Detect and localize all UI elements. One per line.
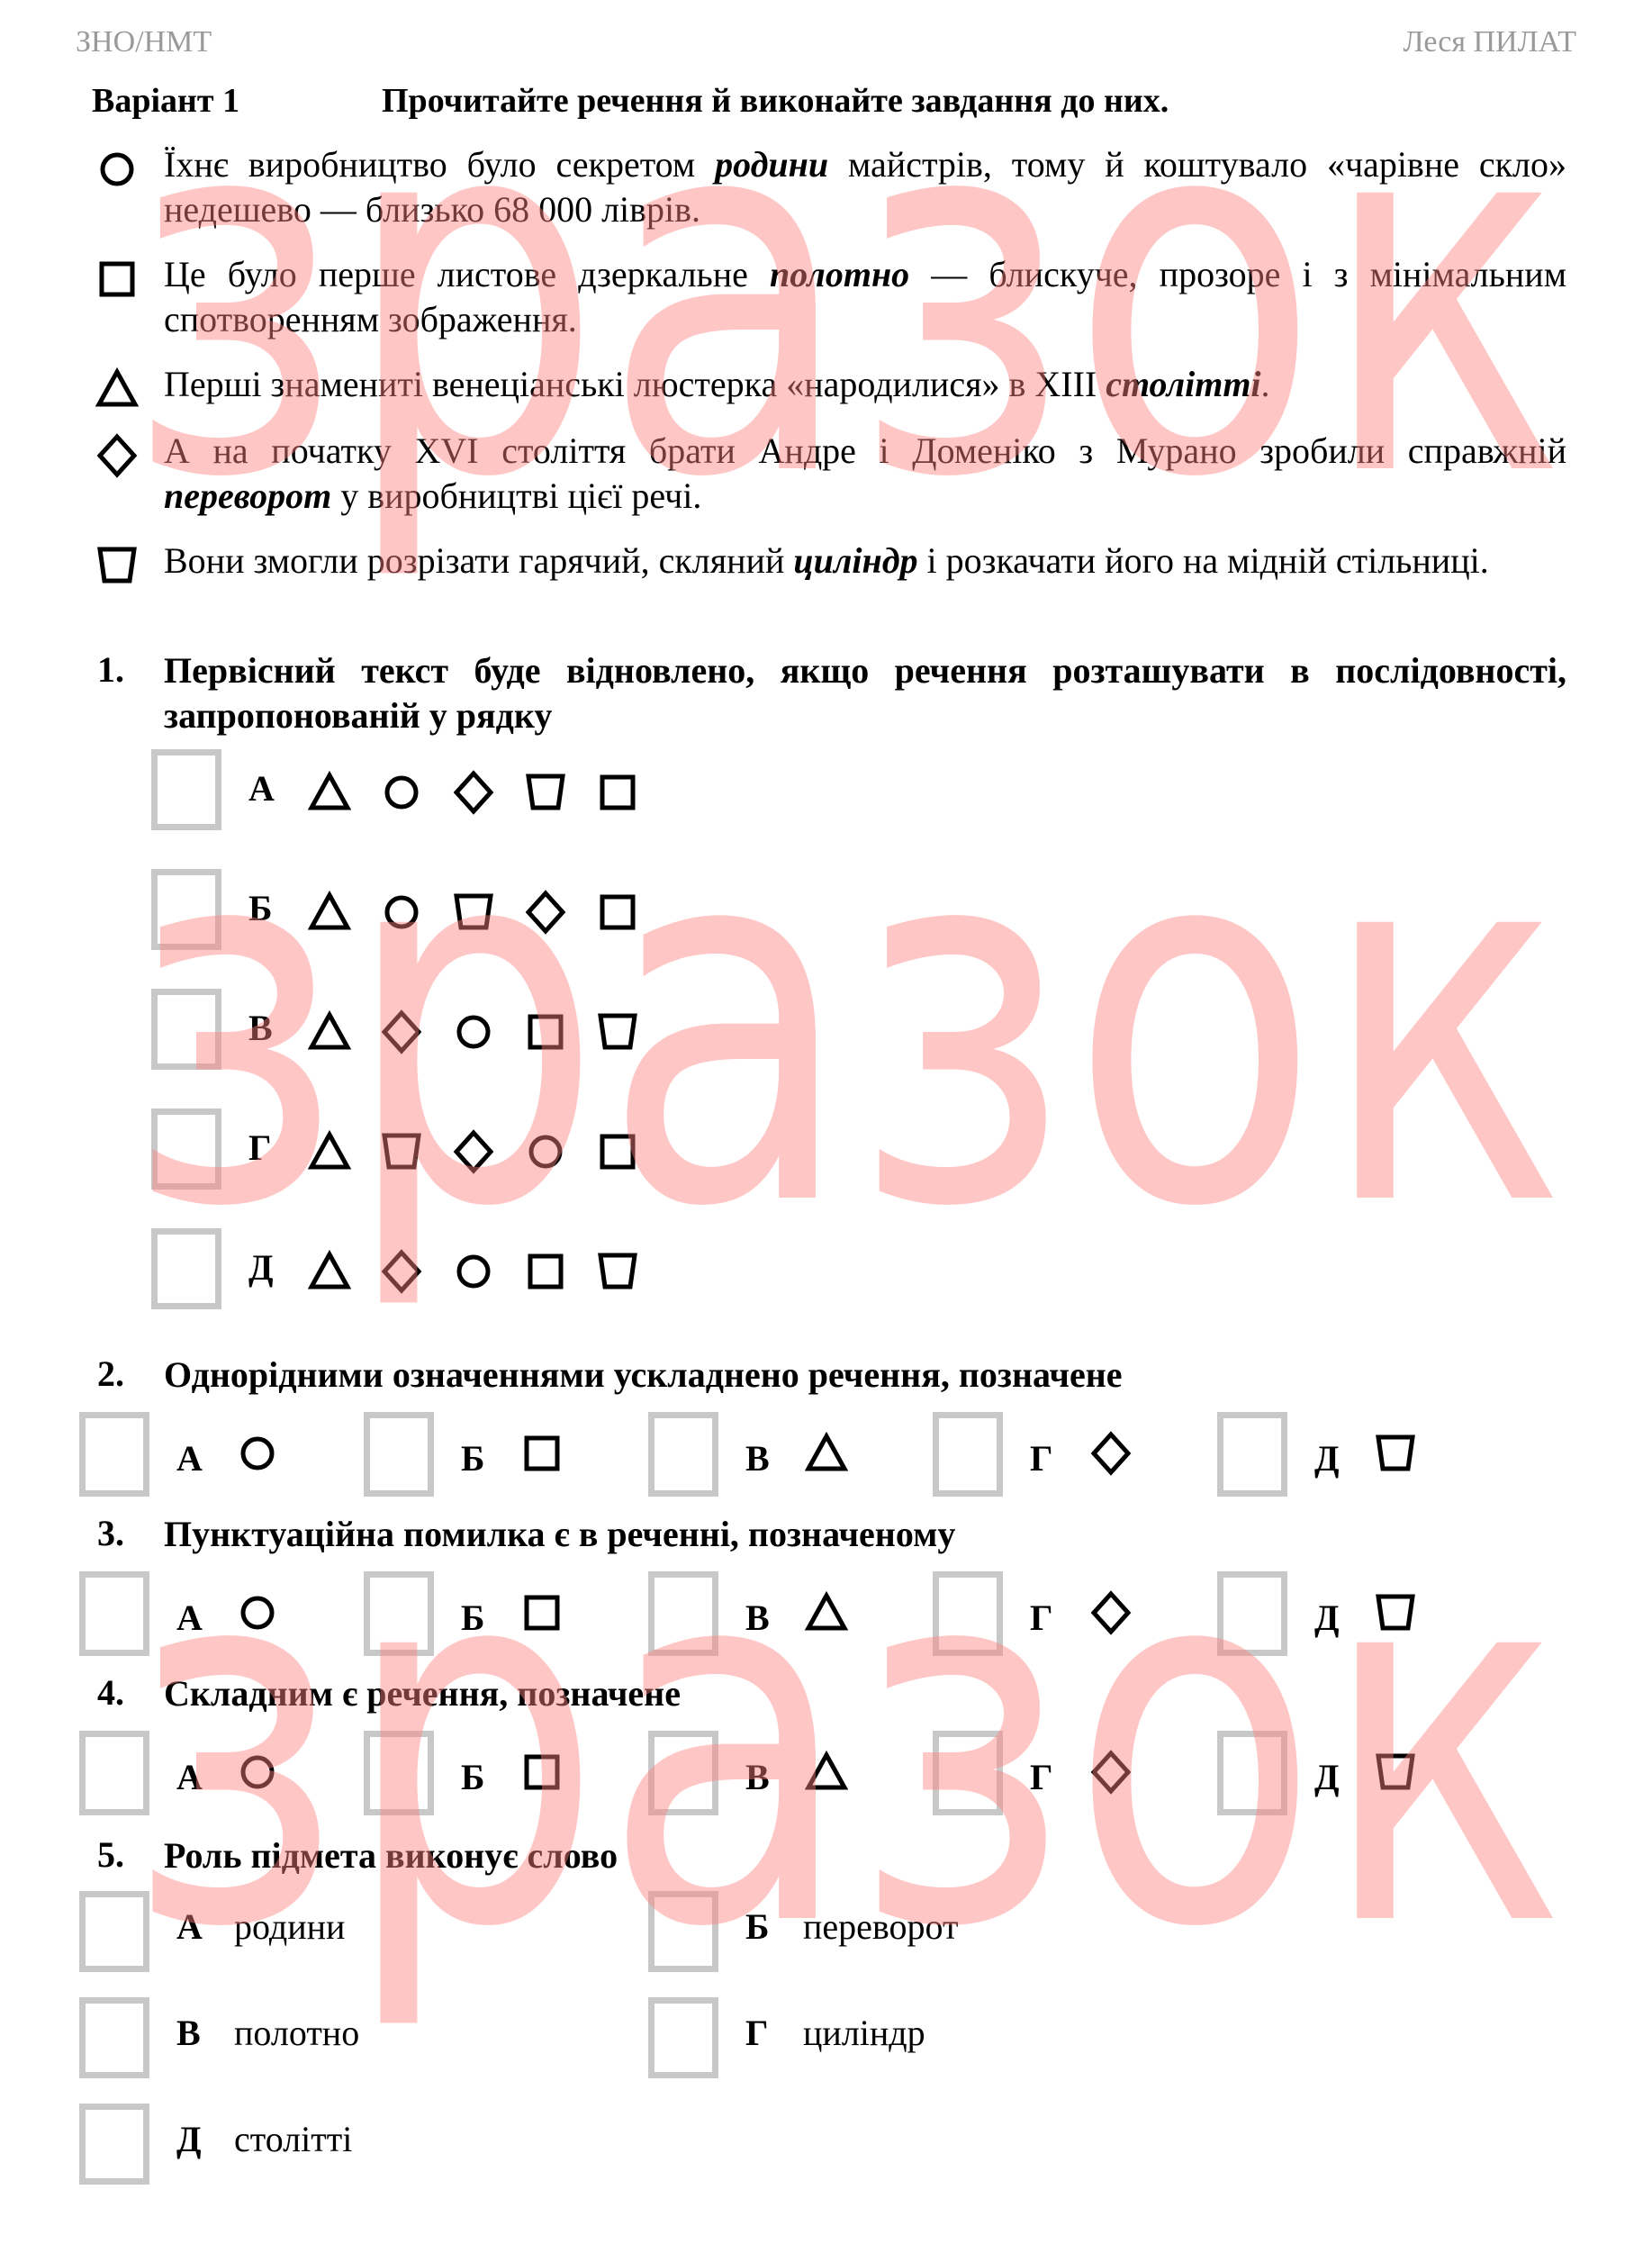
triangle-icon bbox=[304, 1127, 355, 1177]
q5-option-word: циліндр bbox=[803, 2013, 925, 2053]
q3-option-letter: В bbox=[745, 1597, 770, 1638]
sentence-text: Це було перше листове дзеркальне bbox=[164, 254, 771, 294]
trapezoid-icon bbox=[92, 540, 142, 591]
q5-option-letter: Г bbox=[745, 2013, 769, 2053]
q1-option-letter: Б bbox=[248, 888, 273, 928]
diamond-icon bbox=[376, 1007, 427, 1057]
diamond-icon bbox=[376, 1246, 427, 1297]
triangle-icon bbox=[92, 364, 142, 414]
q4-text: Складним є речення, позначене bbox=[164, 1673, 681, 1714]
q5-option-letter: Б bbox=[745, 1906, 770, 1947]
q5-answer-box-3[interactable] bbox=[648, 1997, 718, 2078]
sentence-text: — блискуче, прозоре і з мінімальним спотворенням зображення. bbox=[164, 254, 1567, 339]
circle-icon bbox=[232, 1428, 283, 1479]
circle-icon bbox=[448, 1246, 499, 1297]
circle-icon bbox=[232, 1747, 283, 1797]
watermark-text-1: зразок bbox=[126, 1, 1566, 588]
square-icon bbox=[592, 767, 643, 818]
diamond-icon bbox=[448, 767, 499, 818]
watermark-text-3: зразок bbox=[126, 1451, 1566, 2038]
q1-answer-box-0[interactable] bbox=[151, 749, 221, 830]
q3-text: Пунктуаційна помилка є в реченні, позначеному bbox=[164, 1514, 956, 1554]
sentence-key-word: переворот bbox=[164, 475, 332, 516]
sentence-triangle bbox=[164, 362, 1566, 407]
circle-icon bbox=[232, 1588, 283, 1638]
triangle-icon bbox=[801, 1428, 852, 1479]
trapezoid-icon bbox=[376, 1127, 427, 1177]
q3-option-letter: Д bbox=[1314, 1597, 1340, 1638]
q1-number: 1. bbox=[97, 649, 124, 690]
q3-option-letter: Б bbox=[461, 1597, 485, 1638]
triangle-icon bbox=[801, 1588, 852, 1638]
q2-option-letter: Б bbox=[461, 1438, 485, 1479]
sentence-trapezoid bbox=[164, 538, 1566, 584]
q5-answer-box-2[interactable] bbox=[79, 1997, 149, 2078]
q5-answer-box-4[interactable] bbox=[79, 2104, 149, 2185]
sentence-text: Вони змогли розрізати гарячий, скляний bbox=[164, 540, 794, 581]
q4-option-letter: Б bbox=[461, 1757, 485, 1797]
q5-option-word: родини bbox=[234, 1906, 346, 1947]
q2-option-letter: А bbox=[176, 1438, 203, 1479]
q3-answer-box-3[interactable] bbox=[933, 1571, 1003, 1656]
diamond-icon bbox=[448, 1127, 499, 1177]
sentence-circle bbox=[164, 142, 1566, 232]
q1-option-letter: В bbox=[248, 1008, 273, 1048]
square-icon bbox=[92, 254, 142, 304]
q4-answer-box-1[interactable] bbox=[364, 1731, 434, 1815]
instruction-title: Прочитайте речення й виконайте завдання до них. bbox=[382, 82, 1169, 120]
triangle-icon bbox=[304, 767, 355, 818]
q4-option-letter: Г bbox=[1030, 1757, 1053, 1797]
circle-icon bbox=[520, 1127, 571, 1177]
q2-option-letter: Г bbox=[1030, 1438, 1053, 1479]
trapezoid-icon bbox=[592, 1007, 643, 1057]
sentence-text: Перші знамениті венеціанські люстерка «народилися» в XIII bbox=[164, 364, 1106, 404]
sentence-text: Їхнє виробництво було секретом bbox=[164, 144, 716, 185]
sentence-text: у виробництві цієї речі. bbox=[331, 475, 702, 516]
square-icon bbox=[592, 887, 643, 937]
q5-answer-box-0[interactable] bbox=[79, 1891, 149, 1972]
square-icon bbox=[520, 1007, 571, 1057]
q5-number: 5. bbox=[97, 1834, 124, 1875]
triangle-icon bbox=[304, 1007, 355, 1057]
sentence-square bbox=[164, 252, 1566, 342]
circle-icon bbox=[92, 144, 142, 195]
q5-option-letter: А bbox=[176, 1906, 203, 1947]
header-exam-label: ЗНО/НМТ bbox=[76, 25, 212, 59]
q4-answer-box-4[interactable] bbox=[1217, 1731, 1287, 1815]
q2-text: Однорідними означеннями ускладнено речення, позначене bbox=[164, 1354, 1123, 1395]
q1-option-letter: Г bbox=[248, 1127, 272, 1168]
q4-answer-box-0[interactable] bbox=[79, 1731, 149, 1815]
diamond-icon bbox=[1086, 1428, 1136, 1479]
q3-number: 3. bbox=[97, 1513, 124, 1553]
q4-option-letter: А bbox=[176, 1757, 203, 1797]
circle-icon bbox=[448, 1007, 499, 1057]
watermark-text-2: зразок bbox=[126, 730, 1566, 1317]
q2-answer-box-4[interactable] bbox=[1217, 1412, 1287, 1497]
q3-option-letter: Г bbox=[1030, 1597, 1053, 1638]
q3-option-letter: А bbox=[176, 1597, 203, 1638]
trapezoid-icon bbox=[448, 887, 499, 937]
sentence-diamond bbox=[164, 429, 1566, 519]
q4-number: 4. bbox=[97, 1672, 124, 1713]
q3-answer-box-0[interactable] bbox=[79, 1571, 149, 1656]
square-icon bbox=[517, 1747, 567, 1797]
variant-label: Варіант 1 bbox=[92, 82, 240, 120]
q2-option-letter: Д bbox=[1314, 1438, 1340, 1479]
diamond-icon bbox=[1086, 1588, 1136, 1638]
square-icon bbox=[592, 1127, 643, 1177]
sentence-text: і розкачати його на мідній стільниці. bbox=[917, 540, 1489, 581]
q5-option-word: переворот bbox=[803, 1906, 959, 1947]
q1-answer-box-4[interactable] bbox=[151, 1228, 221, 1309]
q4-answer-box-3[interactable] bbox=[933, 1731, 1003, 1815]
q1-text: Первісний текст буде відновлено, якщо речення розташувати в послідовності, запропонованій у рядку bbox=[164, 650, 1566, 736]
diamond-icon bbox=[520, 887, 571, 937]
q2-number: 2. bbox=[97, 1353, 124, 1394]
triangle-icon bbox=[801, 1747, 852, 1797]
sentence-text: А на початку XVI століття брати Андре і Доменіко з Мурано зробили справжній bbox=[164, 430, 1566, 471]
circle-icon bbox=[376, 887, 427, 937]
q1-option-letter: А bbox=[248, 768, 275, 809]
trapezoid-icon bbox=[520, 767, 571, 818]
q2-option-letter: В bbox=[745, 1438, 770, 1479]
q4-answer-box-2[interactable] bbox=[648, 1731, 718, 1815]
diamond-icon bbox=[92, 430, 142, 481]
q2-answer-box-3[interactable] bbox=[933, 1412, 1003, 1497]
sentence-key-word: родини bbox=[715, 144, 829, 185]
q1-answer-box-1[interactable] bbox=[151, 869, 221, 950]
square-icon bbox=[517, 1428, 567, 1479]
trapezoid-icon bbox=[1370, 1588, 1421, 1638]
trapezoid-icon bbox=[592, 1246, 643, 1297]
q5-option-letter: В bbox=[176, 2013, 201, 2053]
q3-answer-box-1[interactable] bbox=[364, 1571, 434, 1656]
q1-answer-box-3[interactable] bbox=[151, 1108, 221, 1190]
q3-answer-box-2[interactable] bbox=[648, 1571, 718, 1656]
q3-answer-box-4[interactable] bbox=[1217, 1571, 1287, 1656]
square-icon bbox=[520, 1246, 571, 1297]
q5-text: Роль підмета виконує слово bbox=[164, 1835, 618, 1876]
diamond-icon bbox=[1086, 1747, 1136, 1797]
q2-answer-box-1[interactable] bbox=[364, 1412, 434, 1497]
circle-icon bbox=[376, 767, 427, 818]
triangle-icon bbox=[304, 887, 355, 937]
q4-option-letter: В bbox=[745, 1757, 770, 1797]
trapezoid-icon bbox=[1370, 1428, 1421, 1479]
triangle-icon bbox=[304, 1246, 355, 1297]
q5-option-letter: Д bbox=[176, 2119, 202, 2159]
q5-option-word: столітті bbox=[234, 2119, 353, 2159]
q5-option-word: полотно bbox=[234, 2013, 360, 2053]
q1-option-letter: Д bbox=[248, 1247, 274, 1288]
q1-answer-box-2[interactable] bbox=[151, 989, 221, 1070]
q2-answer-box-0[interactable] bbox=[79, 1412, 149, 1497]
square-icon bbox=[517, 1588, 567, 1638]
sentence-text: . bbox=[1260, 364, 1270, 404]
sentence-key-word: полотно bbox=[770, 254, 910, 294]
q4-option-letter: Д bbox=[1314, 1757, 1340, 1797]
sentence-key-word: столітті bbox=[1106, 364, 1261, 404]
q2-answer-box-2[interactable] bbox=[648, 1412, 718, 1497]
trapezoid-icon bbox=[1370, 1747, 1421, 1797]
q5-answer-box-1[interactable] bbox=[648, 1891, 718, 1972]
sentence-text: майстрів, тому й коштувало «чарівне скло» недешево — близько 68 000 ліврів. bbox=[164, 144, 1567, 230]
sentence-key-word: циліндр bbox=[793, 540, 918, 581]
header-author: Леся ПИЛАТ bbox=[1403, 25, 1576, 59]
